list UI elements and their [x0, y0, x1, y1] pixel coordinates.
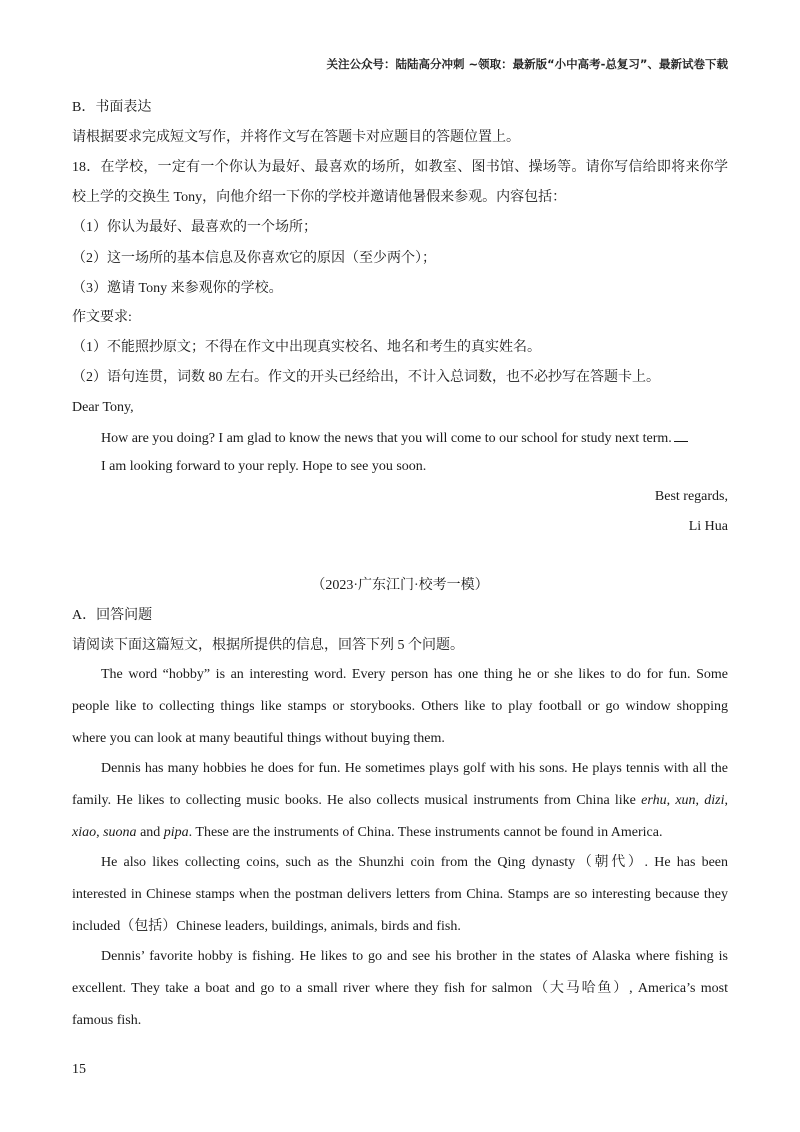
passage-line: excellent. They take a boat and go to a small river where they fish for salmon（大马哈鱼）, America’s most: [72, 981, 728, 996]
page-header: 关注公众号：陆陆高分冲刺 ~领取：最新版“小中高考-总复习”、最新试卷下载: [326, 57, 728, 71]
passage-line: where you can look at many beautiful things without buying them.: [72, 731, 445, 746]
requirement-item: （1）不能照抄原文；不得在作文中出现真实校名、地名和考生的真实姓名。: [72, 340, 541, 355]
content-point: （1）你认为最好、最喜欢的一个场所；: [72, 220, 317, 235]
question-line: 18．在学校，一定有一个你认为最好、最喜欢的场所，如教室、图书馆、操场等。请你写信给即将来你学: [72, 160, 728, 175]
requirement-item: （2）语句连贯，词数 80 左右。作文的开头已经给出，不计入总词数，也不必抄写在答题卡上。: [72, 370, 660, 385]
letter-greeting: Dear Tony,: [72, 400, 134, 415]
letter-signoff: Best regards,: [654, 489, 728, 504]
passage-line: included（包括）Chinese leaders, buildings, animals, birds and fish.: [72, 919, 461, 934]
passage-line: interested in Chinese stamps when the postman delivers letters from China. Stamps are so interesting because they: [72, 887, 728, 902]
passage-line: famous fish.: [72, 1013, 142, 1028]
answer-blank: [674, 429, 688, 442]
passage-line: Dennis has many hobbies he does for fun. He sometimes plays golf with his sons. He plays tennis with all the: [101, 761, 728, 776]
passage-line: He also likes collecting coins, such as the Shunzhi coin from the Qing dynasty（朝代）. He has been: [101, 855, 728, 870]
content-point: （2）这一场所的基本信息及你喜欢它的原因（至少两个）；: [72, 251, 436, 266]
passage-line: Dennis’ favorite hobby is fishing. He likes to go and see his brother in the states of Alaska where fishing is: [101, 949, 728, 964]
letter-opening: How are you doing? I am glad to know the news that you will come to our school for study next term.: [101, 429, 728, 448]
reading-section-title: A．回答问题: [72, 608, 153, 623]
writing-section-title: B．书面表达: [72, 100, 152, 115]
letter-signature: Li Hua: [688, 519, 728, 534]
passage-line: The word “hobby” is an interesting word. Every person has one thing he or she likes to do for fun. Some: [101, 667, 728, 682]
requirements-title: 作文要求:: [72, 310, 132, 325]
passage-line: family. He likes to collecting music books. He also collects musical instruments from China like erhu, xun, dizi,: [72, 793, 729, 808]
question-line: 校上学的交换生 Tony，向他介绍一下你的学校并邀请他暑假来参观。内容包括：: [72, 190, 567, 205]
passage-line: xiao, suona and pipa. These are the instruments of China. These instruments cannot be found in America.: [72, 825, 663, 840]
letter-closing: I am looking forward to your reply. Hope to see you soon.: [101, 459, 427, 474]
reading-instruction: 请阅读下面这篇短文，根据所提供的信息，回答下列 5 个问题。: [72, 638, 464, 653]
passage-line: people like to collecting things like stamps or storybooks. Others like to play football or go window shopping: [72, 699, 728, 714]
writing-instruction: 请根据要求完成短文写作，并将作文写在答题卡对应题目的答题位置上。: [72, 130, 520, 145]
question-source: （2023·广东江门·校考一模）: [311, 578, 489, 593]
content-point: （3）邀请 Tony 来参观你的学校。: [72, 281, 283, 296]
page-number: 15: [72, 1062, 86, 1077]
